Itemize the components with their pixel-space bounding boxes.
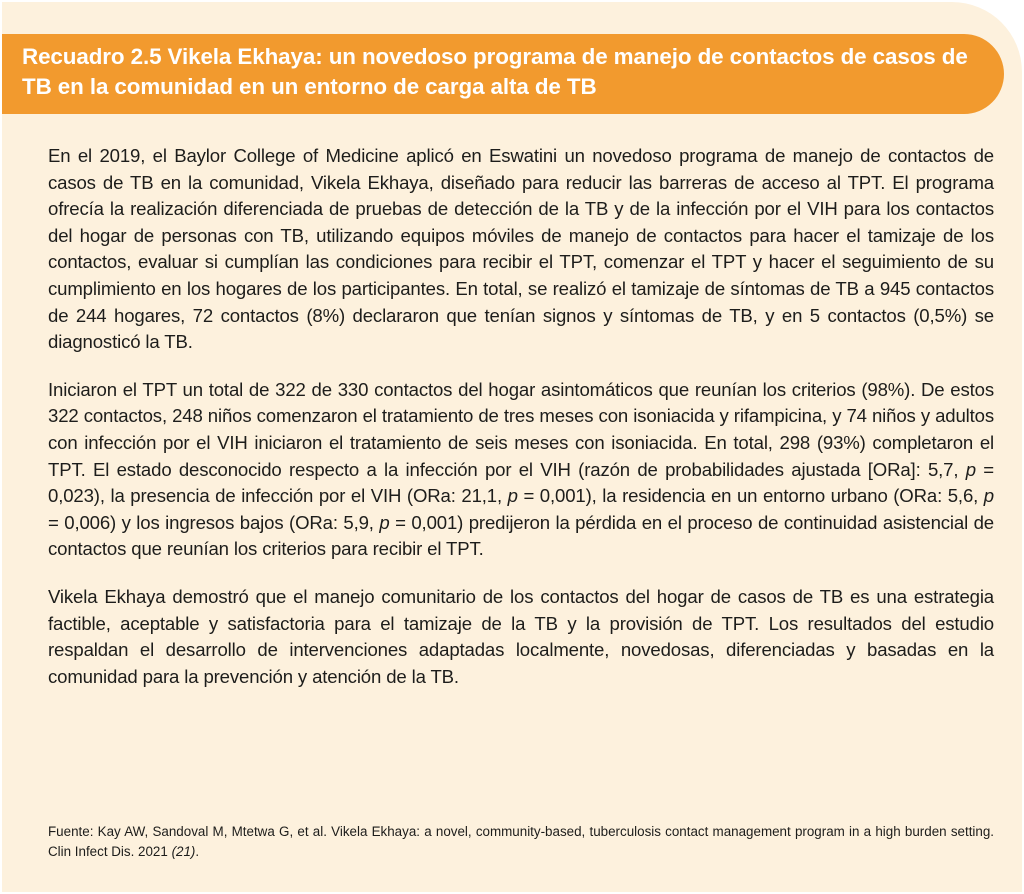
paragraph-2-part-1: Iniciaron el TPT un total de 322 de 330 contactos del hogar asintomáticos que reunían los criterios (98%). De estos 322 contactos, 248 niños comenzaron el tratamiento de tres meses con isoniacida y rifampicina, y 74 niños y adultos con infección por el VIH iniciaron el tratamiento de seis meses con isoniacida. En total, 298 (93%) completaron el TPT. El estado desconocido respecto a la infección por el VIH (razón de probabilidades ajustada [ORa]: 5,7, (48, 378, 994, 480)
paragraph-2 (48, 377, 994, 563)
source-citation (48, 822, 994, 862)
source-end: . (195, 844, 200, 859)
box-header (2, 34, 1004, 114)
paragraph-2-part-4: = 0,006) y los ingresos bajos (ORa: 5,9, (48, 511, 380, 533)
p-value-symbol: p (379, 511, 390, 533)
source-text: Fuente: Kay AW, Sandoval M, Mtetwa G, et al. Vikela Ekhaya: a novel, community-based, tuberculosis contact management program in a high burden setting. Clin Infect Dis. 2021 (48, 824, 994, 859)
paragraph-3: Vikela Ekhaya demostró que el manejo comunitario de los contactos del hogar de casos de TB es una estrategia factible, aceptable y satisfactoria para el tamizaje de la TB y la provisión de TPT. Los resultados del estudio respaldan el desarrollo de intervenciones adaptadas localmente, novedosas, diferenciadas y basadas en la comunidad para la prevención y atención de la TB. (48, 585, 994, 687)
box-content (48, 143, 994, 711)
paragraph-2-part-5: = 0,001) predijeron la pérdida en el proceso de continuidad asistencial de contactos que reunían los criterios para recibir el TPT. (48, 511, 994, 560)
p-value-symbol: p (983, 485, 994, 507)
box-title: Recuadro 2.5 Vikela Ekhaya: un novedoso programa de manejo de contactos de casos de TB en la comunidad en un entorno de carga alta de TB (22, 44, 968, 99)
paragraph-1: En el 2019, el Baylor College of Medicine aplicó en Eswatini un novedoso programa de manejo de contactos de casos de TB en la comunidad, Vikela Ekhaya, diseñado para reducir las barreras de acceso al TPT. El programa ofrecía la realización diferenciada de pruebas de detección de la TB y de la infección por el VIH para los contactos del hogar de personas con TB, utilizando equipos móviles de manejo de contactos para hacer el tamizaje de los contactos, evaluar si cumplían las condiciones para recibir el TPT, comenzar el TPT y hacer el seguimiento de su cumplimiento en los hogares de los participantes. En total, se realizó el tamizaje de síntomas de TB a 945 contactos de 244 hogares, 72 contactos (8%) declararon que tenían signos y síntomas de TB, y en 5 contactos (0,5%) se diagnosticó la TB. (48, 145, 994, 353)
p-value-symbol: p (507, 485, 518, 507)
paragraph-2-part-2: = 0,023), la presencia de infección por el VIH (ORa: 21,1, (48, 458, 994, 507)
p-value-symbol: p (965, 458, 976, 480)
reference-number: (21) (171, 844, 196, 859)
paragraph-2-part-3: = 0,001), la residencia en un entorno urbano (ORa: 5,6, (517, 485, 984, 507)
